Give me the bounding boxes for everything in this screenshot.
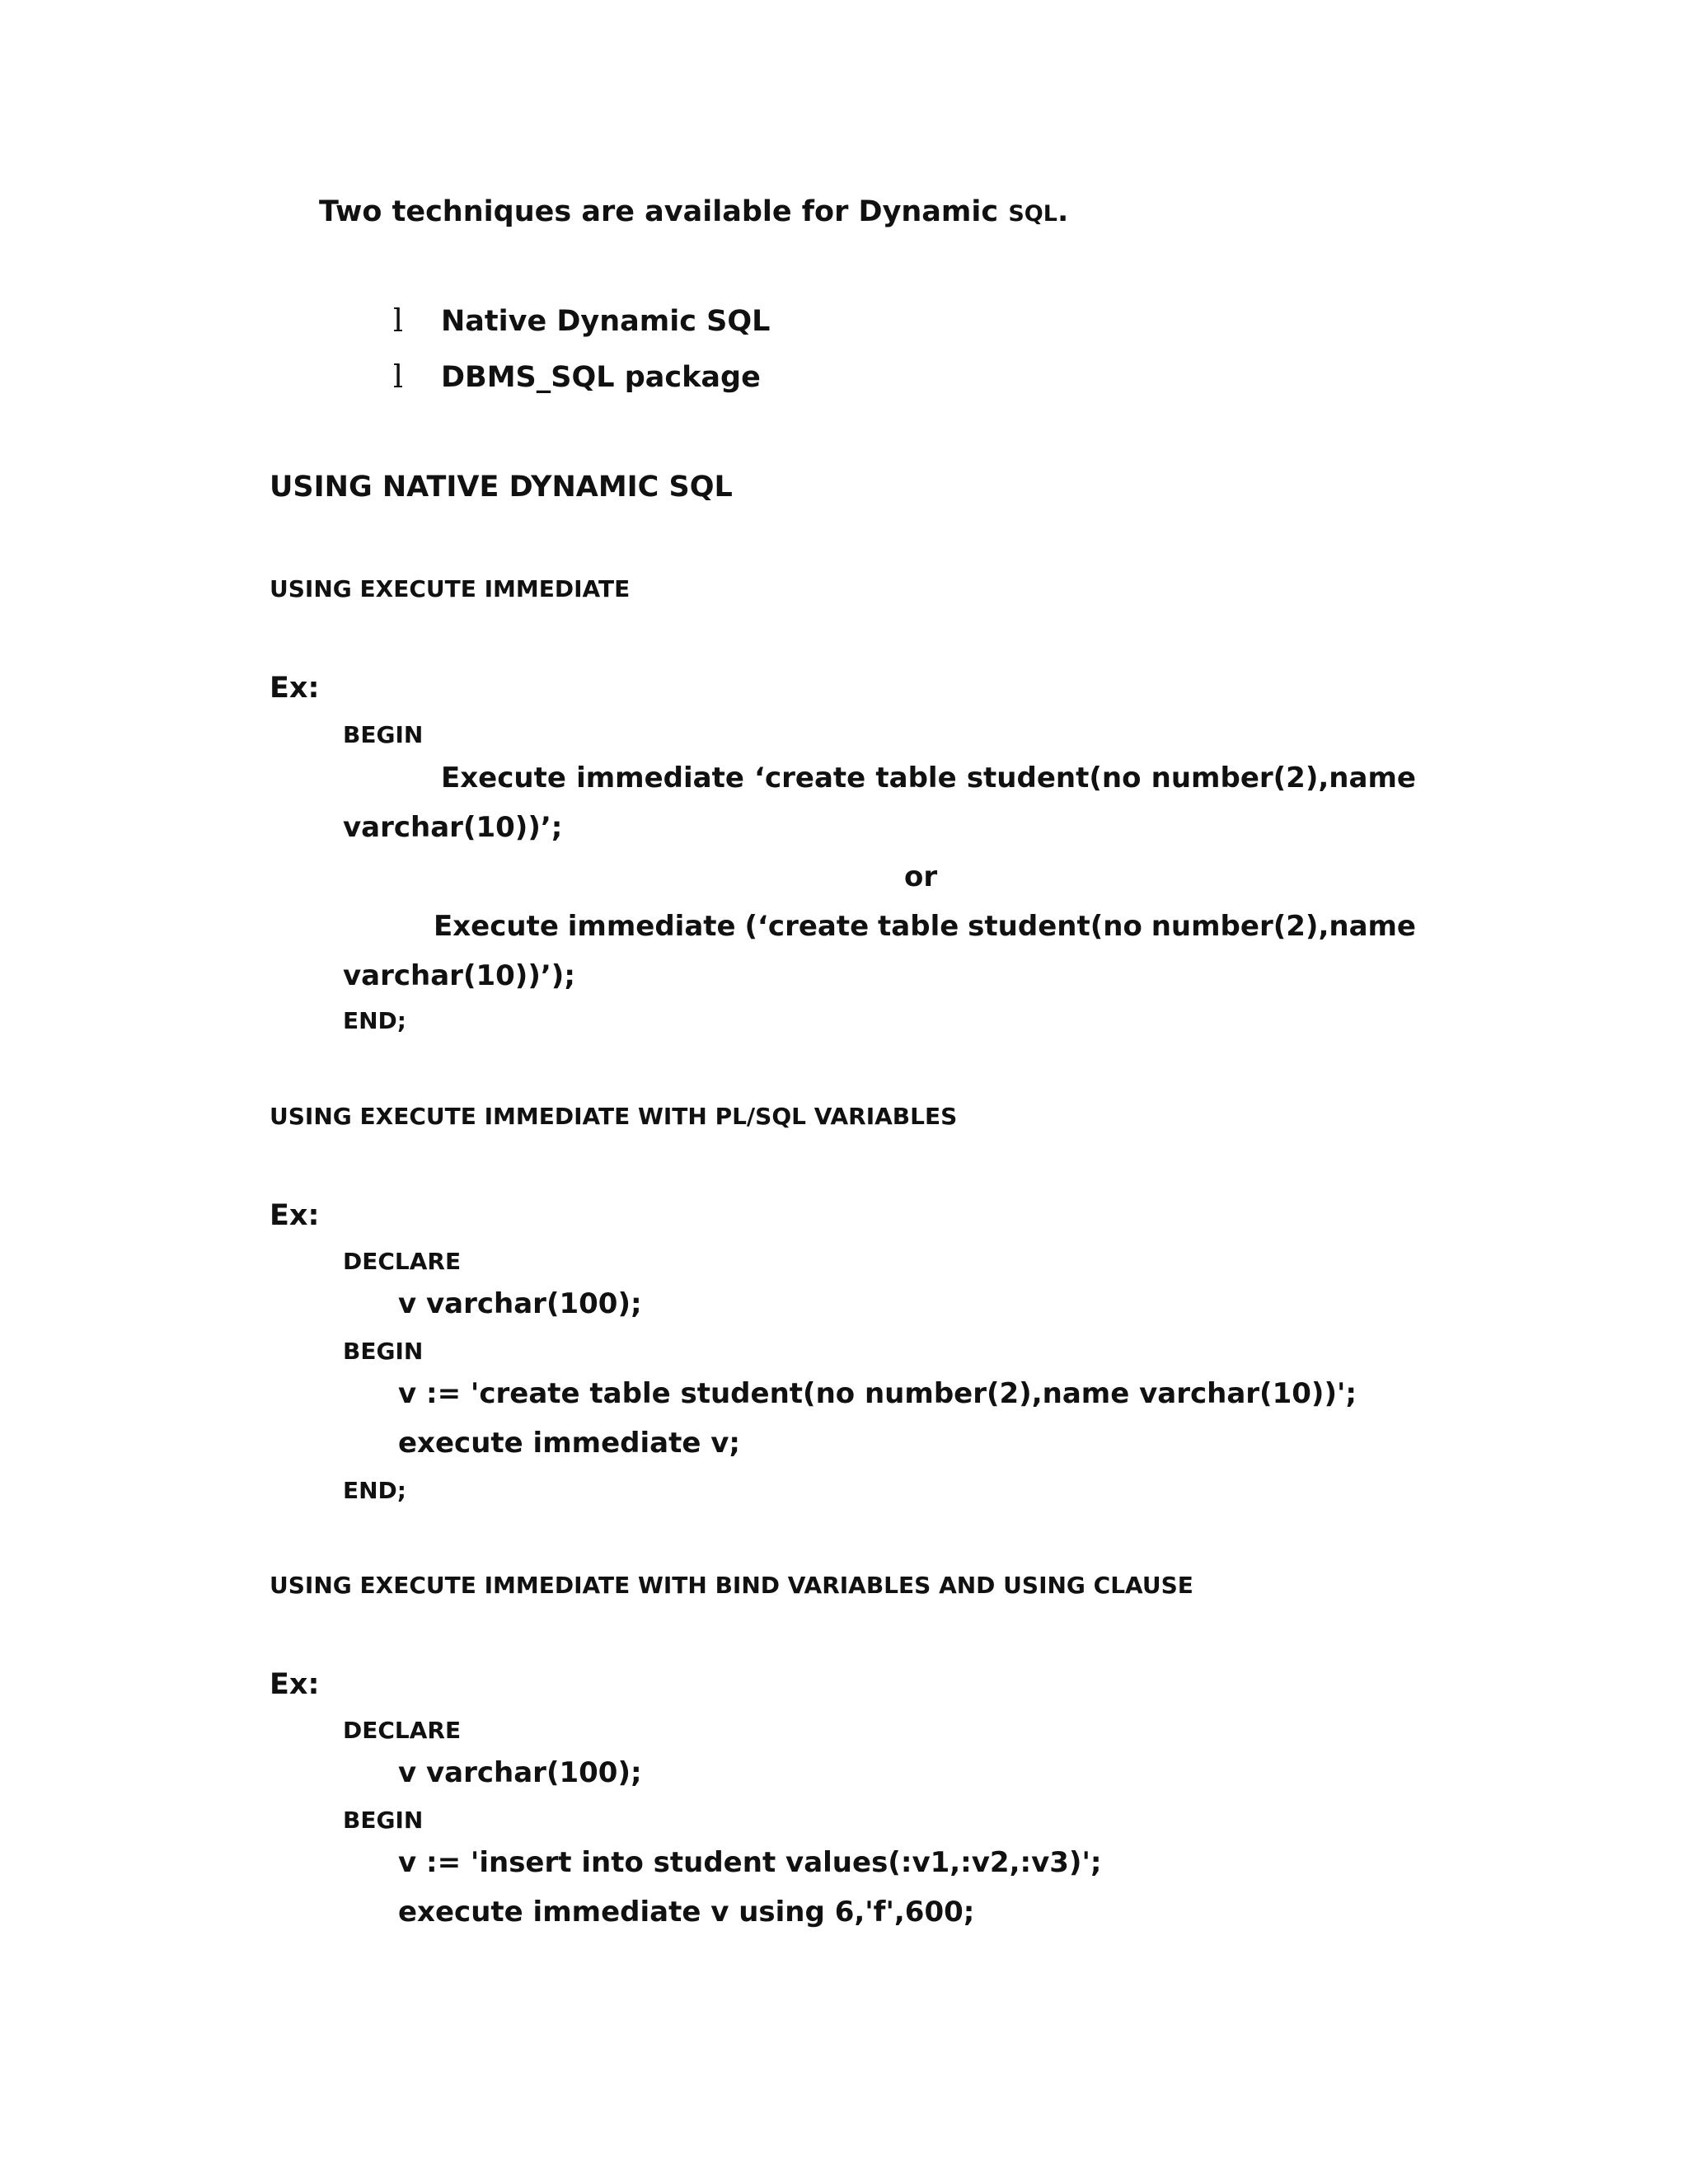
example-label: Ex:	[270, 1199, 320, 1232]
code-word: Execute	[441, 762, 566, 794]
technique-native-dynamic-sql: Native Dynamic SQL	[441, 305, 771, 338]
code-word: (‘create	[744, 910, 870, 943]
code-word: student(no	[968, 910, 1142, 943]
code-execute: execute immediate v;	[398, 1427, 740, 1460]
code-word: table	[875, 762, 957, 794]
code-word: immediate	[576, 762, 744, 794]
or-separator: or	[904, 860, 938, 893]
code-word: table	[878, 910, 959, 943]
code-line-create-table	[441, 764, 1416, 792]
example-label: Ex:	[270, 1668, 320, 1701]
section-heading-execute-immediate: USING EXECUTE IMMEDIATE	[270, 575, 631, 602]
bullet-icon: l	[393, 359, 404, 395]
code-end: END;	[343, 1007, 406, 1034]
code-assign: v := 'create table student(no number(2),name varchar(10))';	[398, 1377, 1357, 1410]
section-heading-plsql-variables: USING EXECUTE IMMEDIATE WITH PL/SQL VARIABLES	[270, 1103, 958, 1130]
code-begin: BEGIN	[343, 1807, 424, 1834]
main-heading: USING NATIVE DYNAMIC SQL	[270, 471, 733, 504]
code-word: student(no	[966, 762, 1142, 794]
code-line-create-table-cont: varchar(10))’;	[343, 811, 563, 844]
intro-line	[319, 195, 1069, 228]
code-word: number(2),name	[1151, 910, 1416, 943]
intro-abbr: SQL	[1008, 201, 1057, 227]
code-word: ‘create	[754, 762, 866, 794]
code-word: number(2),name	[1151, 762, 1416, 794]
code-declare: DECLARE	[343, 1248, 462, 1275]
intro-end: .	[1057, 195, 1069, 228]
code-line-create-table-paren	[434, 910, 1416, 943]
code-begin: BEGIN	[343, 1338, 424, 1365]
code-begin: BEGIN	[343, 721, 424, 748]
code-word: Execute	[434, 910, 559, 943]
code-word: immediate	[567, 910, 736, 943]
code-declare: DECLARE	[343, 1717, 462, 1744]
bullet-icon: l	[393, 302, 404, 339]
code-execute: execute immediate v using 6,'f',600;	[398, 1896, 975, 1929]
code-declare-var: v varchar(100);	[398, 1756, 642, 1789]
code-end: END;	[343, 1477, 406, 1504]
code-line-create-table-paren-cont: varchar(10))’);	[343, 959, 575, 992]
intro-text: Two techniques are available for Dynamic	[319, 195, 1009, 228]
section-heading-bind-variables: USING EXECUTE IMMEDIATE WITH BIND VARIABLES AND USING CLAUSE	[270, 1572, 1193, 1599]
technique-dbms-sql-package: DBMS_SQL package	[441, 361, 761, 394]
code-assign: v := 'insert into student values(:v1,:v2,:v3)';	[398, 1846, 1102, 1879]
example-label: Ex:	[270, 672, 320, 705]
code-declare-var: v varchar(100);	[398, 1287, 642, 1320]
